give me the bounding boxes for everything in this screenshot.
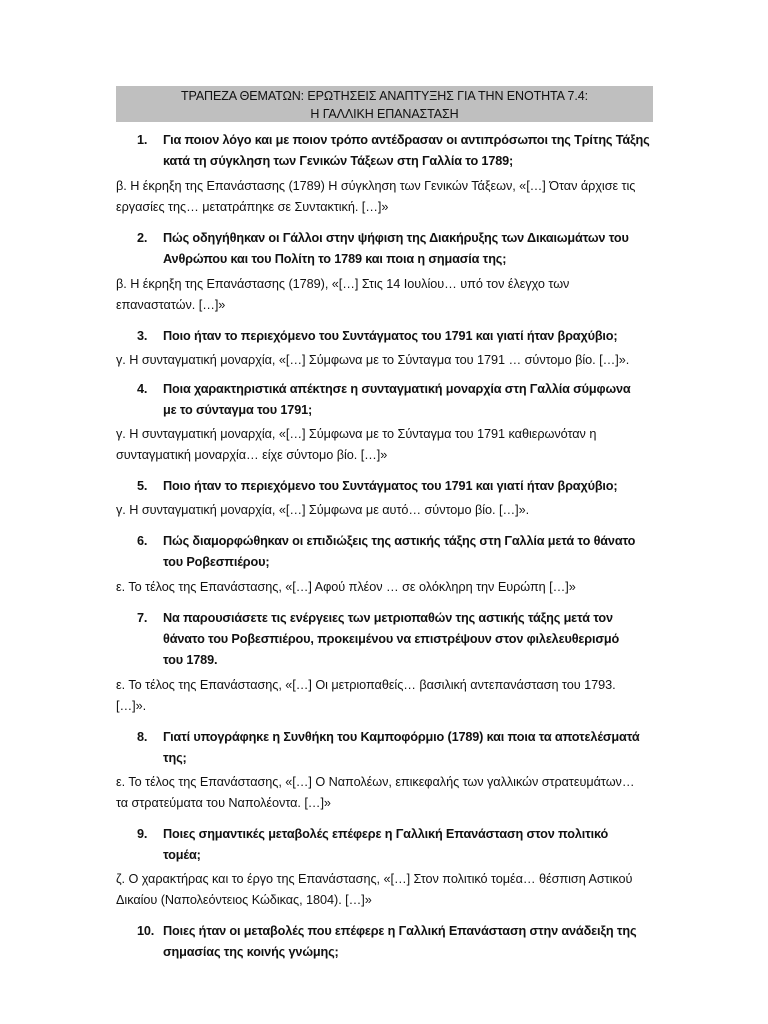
- question-item: [116, 326, 653, 371]
- question-line: Για ποιον λόγο και με ποιον τρόπο αντέδρασαν οι αντιπρόσωποι της Τρίτης Τάξης: [163, 133, 650, 147]
- question-line: σημασίας της κοινής γνώμης;: [163, 945, 339, 959]
- answer-line: τα στρατεύματα του Ναπολέοντα. […]»: [116, 796, 331, 810]
- answer-text: [116, 500, 653, 521]
- answer-line: γ. Η συνταγματική μοναρχία, «[…] Σύμφωνα με το Σύνταγμα του 1791 καθιερωνόταν η: [116, 427, 597, 441]
- question-line: Ποιο ήταν το περιεχόμενο του Συντάγματος του 1791 και γιατί ήταν βραχύβιο;: [163, 479, 618, 493]
- answer-line: ζ. Ο χαρακτήρας και το έργο της Επανάστασης, «[…] Στον πολιτικό τομέα… θέσπιση Αστικού: [116, 872, 633, 886]
- question-text: [116, 531, 653, 573]
- question-line: Ποιο ήταν το περιεχόμενο του Συντάγματος του 1791 και γιατί ήταν βραχύβιο;: [163, 329, 618, 343]
- answer-text: [116, 274, 653, 316]
- question-text: [116, 921, 653, 963]
- answer-text: [116, 869, 653, 911]
- question-text: [116, 326, 653, 347]
- question-item: [116, 379, 653, 466]
- answer-line: ε. Το τέλος της Επανάστασης, «[…] Αφού πλέον … σε ολόκληρη την Ευρώπη […]»: [116, 580, 576, 594]
- question-number: 4.: [137, 382, 148, 396]
- question-line: Πώς διαμορφώθηκαν οι επιδιώξεις της αστικής τάξης στη Γαλλία μετά το θάνατο: [163, 534, 636, 548]
- question-number: 6.: [137, 534, 148, 548]
- question-line: Ποια χαρακτηριστικά απέκτησε η συνταγματική μοναρχία στη Γαλλία σύμφωνα: [163, 382, 631, 396]
- answer-text: [116, 350, 653, 371]
- question-list: [116, 130, 653, 963]
- question-text: [116, 228, 653, 270]
- question-number: 2.: [137, 231, 148, 245]
- question-line: Ποιες ήταν οι μεταβολές που επέφερε η Γαλλική Επανάσταση στην ανάδειξη της: [163, 924, 637, 938]
- question-text: [116, 379, 653, 421]
- question-item: [116, 824, 653, 911]
- question-item: [116, 727, 653, 814]
- question-text: [116, 130, 653, 172]
- answer-text: [116, 577, 653, 598]
- answer-line: συνταγματική μοναρχία… είχε σύντομο βίο. […]»: [116, 448, 388, 462]
- question-line: της;: [163, 751, 187, 765]
- question-number: 10.: [137, 924, 155, 938]
- question-text: [116, 727, 653, 769]
- question-text: [116, 476, 653, 497]
- document-header: [116, 86, 653, 122]
- answer-text: [116, 675, 653, 717]
- question-item: [116, 130, 653, 218]
- answer-text: [116, 424, 653, 466]
- question-number: 5.: [137, 479, 148, 493]
- answer-line: ε. Το τέλος της Επανάστασης, «[…] Οι μετριοπαθείς… βασιλική αντεπανάσταση του 1793.: [116, 678, 616, 692]
- header-title: ΤΡΑΠΕΖΑ ΘΕΜΑΤΩΝ: ΕΡΩΤΗΣΕΙΣ ΑΝΑΠΤΥΞΗΣ ΓΙΑ ΤΗΝ ΕΝΟΤΗΤΑ 7.4:: [180, 89, 589, 103]
- question-line: του Ροβεσπιέρου;: [163, 555, 270, 569]
- question-item: [116, 608, 653, 717]
- answer-line: επαναστατών. […]»: [116, 298, 226, 312]
- question-number: 9.: [137, 827, 148, 841]
- question-item: [116, 921, 653, 963]
- question-line: θάνατο του Ροβεσπιέρου, προκειμένου να επιστρέψουν στον φιλελευθερισμό: [163, 632, 620, 646]
- question-line: Ποιες σημαντικές μεταβολές επέφερε η Γαλλική Επανάσταση στον πολιτικό: [163, 827, 609, 841]
- answer-line: ε. Το τέλος της Επανάστασης, «[…] Ο Ναπολέων, επικεφαλής των γαλλικών στρατευμάτων…: [116, 775, 635, 789]
- answer-line: γ. Η συνταγματική μοναρχία, «[…] Σύμφωνα με αυτό… σύντομο βίο. […]».: [116, 503, 530, 517]
- question-line: κατά τη σύγκληση των Γενικών Τάξεων στη Γαλλία το 1789;: [163, 154, 514, 168]
- question-number: 8.: [137, 730, 148, 744]
- question-line: Γιατί υπογράφηκε η Συνθήκη του Καμποφόρμιο (1789) και ποια τα αποτελέσματά: [163, 730, 640, 744]
- question-text: [116, 824, 653, 866]
- header-subtitle: Η ΓΑΛΛΙΚΗ ΕΠΑΝΑΣΤΑΣΗ: [310, 107, 459, 121]
- question-number: 7.: [137, 611, 148, 625]
- question-item: [116, 531, 653, 598]
- question-line: τομέα;: [163, 848, 201, 862]
- question-line: του 1789.: [163, 653, 218, 667]
- question-line: Ανθρώπου και του Πολίτη το 1789 και ποια η σημασία της;: [163, 252, 507, 266]
- document-page: [116, 86, 653, 963]
- question-number: 3.: [137, 329, 148, 343]
- question-line: με το σύνταγμα του 1791;: [163, 403, 313, 417]
- answer-text: [116, 176, 653, 218]
- question-line: Πώς οδηγήθηκαν οι Γάλλοι στην ψήφιση της Διακήρυξης των Δικαιωμάτων του: [163, 231, 629, 245]
- question-item: [116, 228, 653, 316]
- answer-line: […]».: [116, 699, 147, 713]
- answer-line: εργασίες της… μετατράπηκε σε Συντακτική. […]»: [116, 200, 389, 214]
- question-line: Να παρουσιάσετε τις ενέργειες των μετριοπαθών της αστικής τάξης μετά τον: [163, 611, 613, 625]
- answer-line: γ. Η συνταγματική μοναρχία, «[…] Σύμφωνα με το Σύνταγμα του 1791 … σύντομο βίο. […]».: [116, 353, 630, 367]
- question-item: [116, 476, 653, 521]
- answer-line: β. Η έκρηξη της Επανάστασης (1789) Η σύγκληση των Γενικών Τάξεων, «[…] Όταν άρχισε τις: [116, 179, 636, 193]
- question-text: [116, 608, 653, 671]
- question-number: 1.: [137, 133, 148, 147]
- answer-line: β. Η έκρηξη της Επανάστασης (1789), «[…] Στις 14 Ιουλίου… υπό τον έλεγχο των: [116, 277, 570, 291]
- answer-line: Δικαίου (Ναπολεόντειος Κώδικας, 1804). […]»: [116, 893, 372, 907]
- answer-text: [116, 772, 653, 814]
